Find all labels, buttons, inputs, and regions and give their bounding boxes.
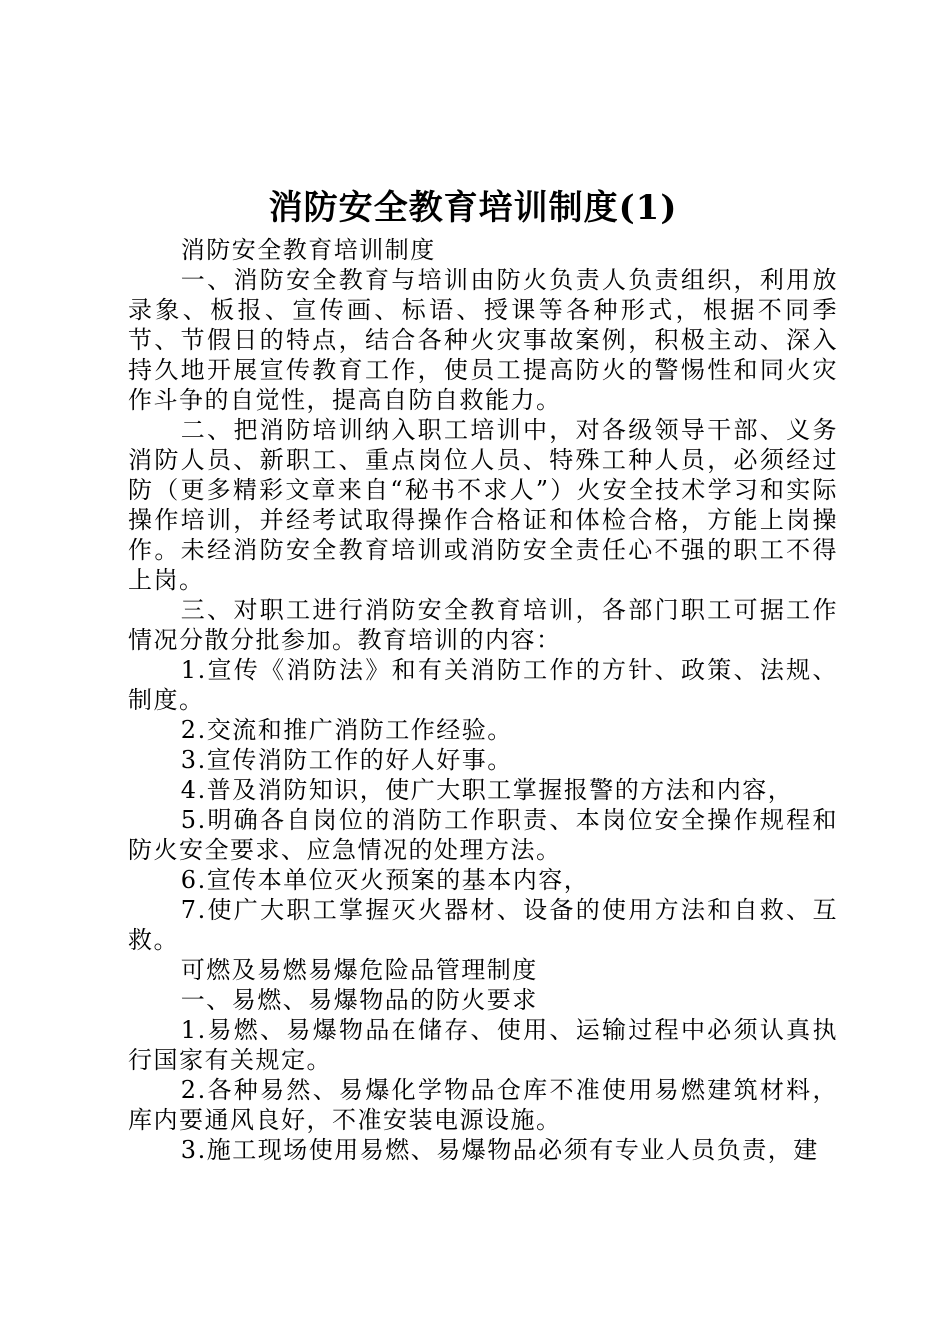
list-item: 7.使广大职工掌握灭火器材、设备的使用方法和自救、互救。 <box>128 896 838 954</box>
list-item: 6.宣传本单位灭火预案的基本内容， <box>180 866 590 894</box>
section-heading: 可燃及易燃易爆危险品管理制度 <box>180 956 538 984</box>
paragraph-subtitle: 消防安全教育培训制度 <box>180 236 436 264</box>
list-item: 2.交流和推广消防工作经验。 <box>180 716 513 744</box>
list-item: 1.宣传《消防法》和有关消防工作的方针、政策、法规、制度。 <box>128 656 838 714</box>
document-body <box>128 235 838 1165</box>
list-item: 2.各种易然、易爆化学物品仓库不准使用易燃建筑材料，库内要通风良好，不准安装电源设施。 <box>128 1076 838 1134</box>
document-title: 消防安全教育培训制度(1) <box>268 188 678 228</box>
paragraph: 一、消防安全教育与培训由防火负责人负责组织，利用放录象、板报、宣传画、标语、授课等各种形式，根据不同季节、节假日的特点，结合各种火灾事故案例，积极主动、深入持久地开展宣传教育工作，使员工提高防火的警惕性和同火灾作斗争的自觉性，提高自防自救能力。 <box>128 266 838 414</box>
document-page <box>128 0 838 1344</box>
list-item: 1.易燃、易爆物品在储存、使用、运输过程中必须认真执行国家有关规定。 <box>128 1016 838 1074</box>
list-item: 5.明确各自岗位的消防工作职责、本岗位安全操作规程和防火安全要求、应急情况的处理方法。 <box>128 806 838 864</box>
paragraph: 一、易燃、易爆物品的防火要求 <box>180 986 538 1014</box>
paragraph: 三、对职工进行消防安全教育培训，各部门职工可据工作情况分散分批参加。教育培训的内容： <box>128 596 838 654</box>
list-item: 3.宣传消防工作的好人好事。 <box>180 746 513 774</box>
list-item: 4.普及消防知识，使广大职工掌握报警的方法和内容， <box>180 776 794 804</box>
list-item: 3.施工现场使用易燃、易爆物品必须有专业人员负责，建 <box>180 1136 819 1164</box>
paragraph: 二、把消防培训纳入职工培训中，对各级领导干部、义务消防人员、新职工、重点岗位人员、特殊工种人员，必须经过防（更多精彩文章来自“秘书不求人”）火安全技术学习和实际操作培训，并经考试取得操作合格证和体检合格，方能上岗操作。未经消防安全教育培训或消防安全责任心不强的职工不得上岗。 <box>128 416 838 594</box>
